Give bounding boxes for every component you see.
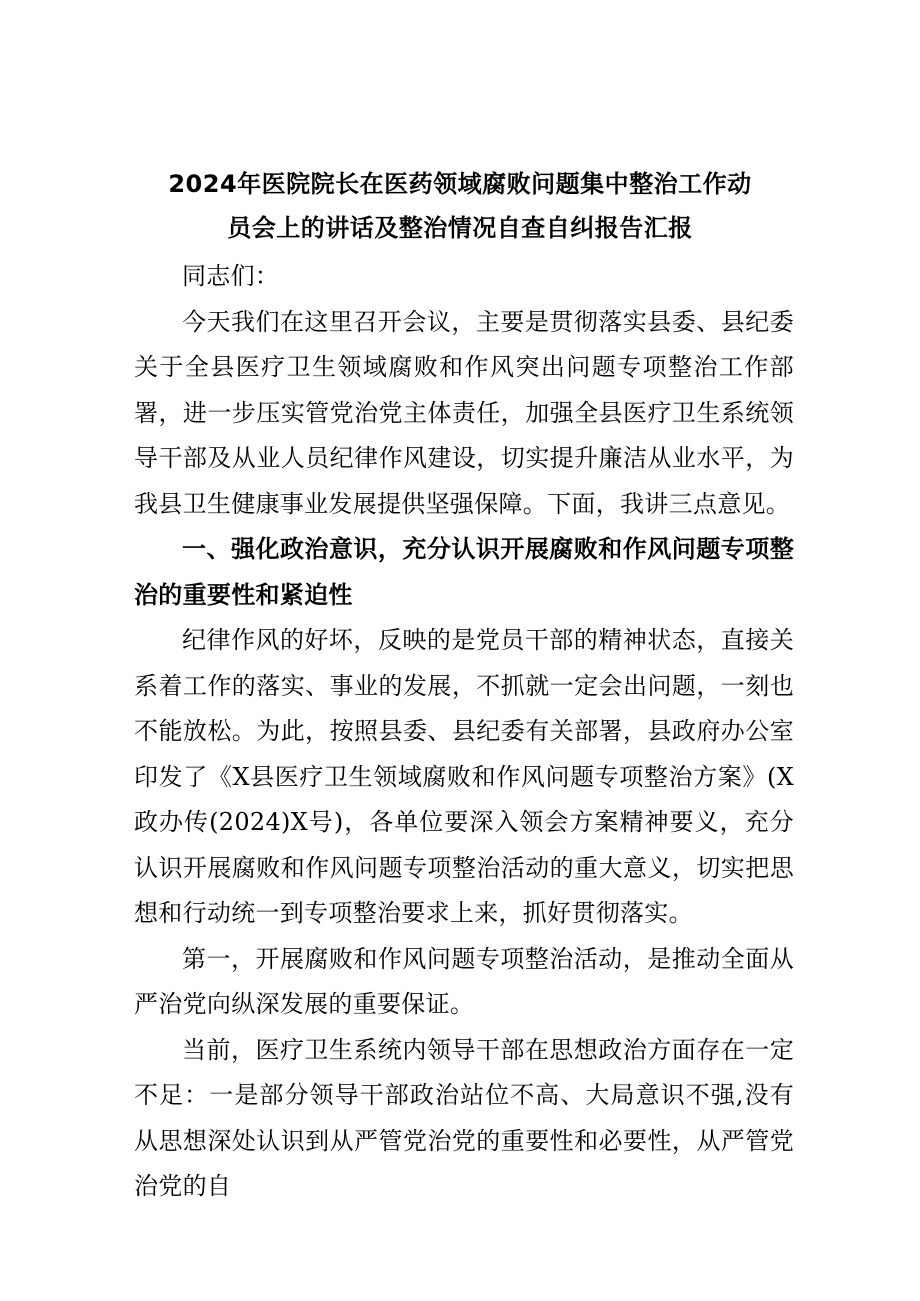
paragraph-intro: 今天我们在这里召开会议，主要是贯彻落实县委、县纪委关于全县医疗卫生领域腐败和作风突出问题专项整治工作部署，进一步压实管党治党主体责任，加强全县医疗卫生系统领导干部及从业人员纪律作风建设，切实提升廉洁从业水平，为我县卫生健康事业发展提供坚强保障。下面，我讲三点意见。 (134, 307, 794, 518)
document-title-line-1: 2024年医院院长在医药领域腐败问题集中整治工作动 (168, 170, 752, 198)
section-heading-1: 一、强化政治意识，充分认识开展腐败和作风问题专项整治的重要性和紧迫性 (134, 535, 794, 609)
paragraph-current-situation: 当前，医疗卫生系统内领导干部在思想政治方面存在一定不足：一是部分领导干部政治站位不高、大局意识不强,没有从思想深处认识到从严管党治党的重要性和必要性，从严管党治党的自 (134, 1035, 794, 1200)
salutation: 同志们： (182, 262, 280, 290)
paragraph-discipline: 纪律作风的好坏，反映的是党员干部的精神状态，直接关系着工作的落实、事业的发展，不抓就一定会出问题，一刻也不能放松。为此，按照县委、县纪委有关部署，县政府办公室印发了《X县医疗卫生领域腐败和作风问题专项整治方案》(X政办传(2024)X号)，各单位要深入领会方案精神要义，充分认识开展腐败和作风问题专项整治活动的重大意义，切实把思想和行动统一到专项整治要求上来，抓好贯彻落实。 (134, 626, 794, 927)
paragraph-first-point: 第一，开展腐败和作风问题专项整治活动，是推动全面从严治党向纵深发展的重要保证。 (134, 944, 794, 1018)
document-title-line-2: 员会上的讲话及整治情况自查自纠报告汇报 (227, 214, 693, 242)
document-body (134, 254, 794, 1210)
